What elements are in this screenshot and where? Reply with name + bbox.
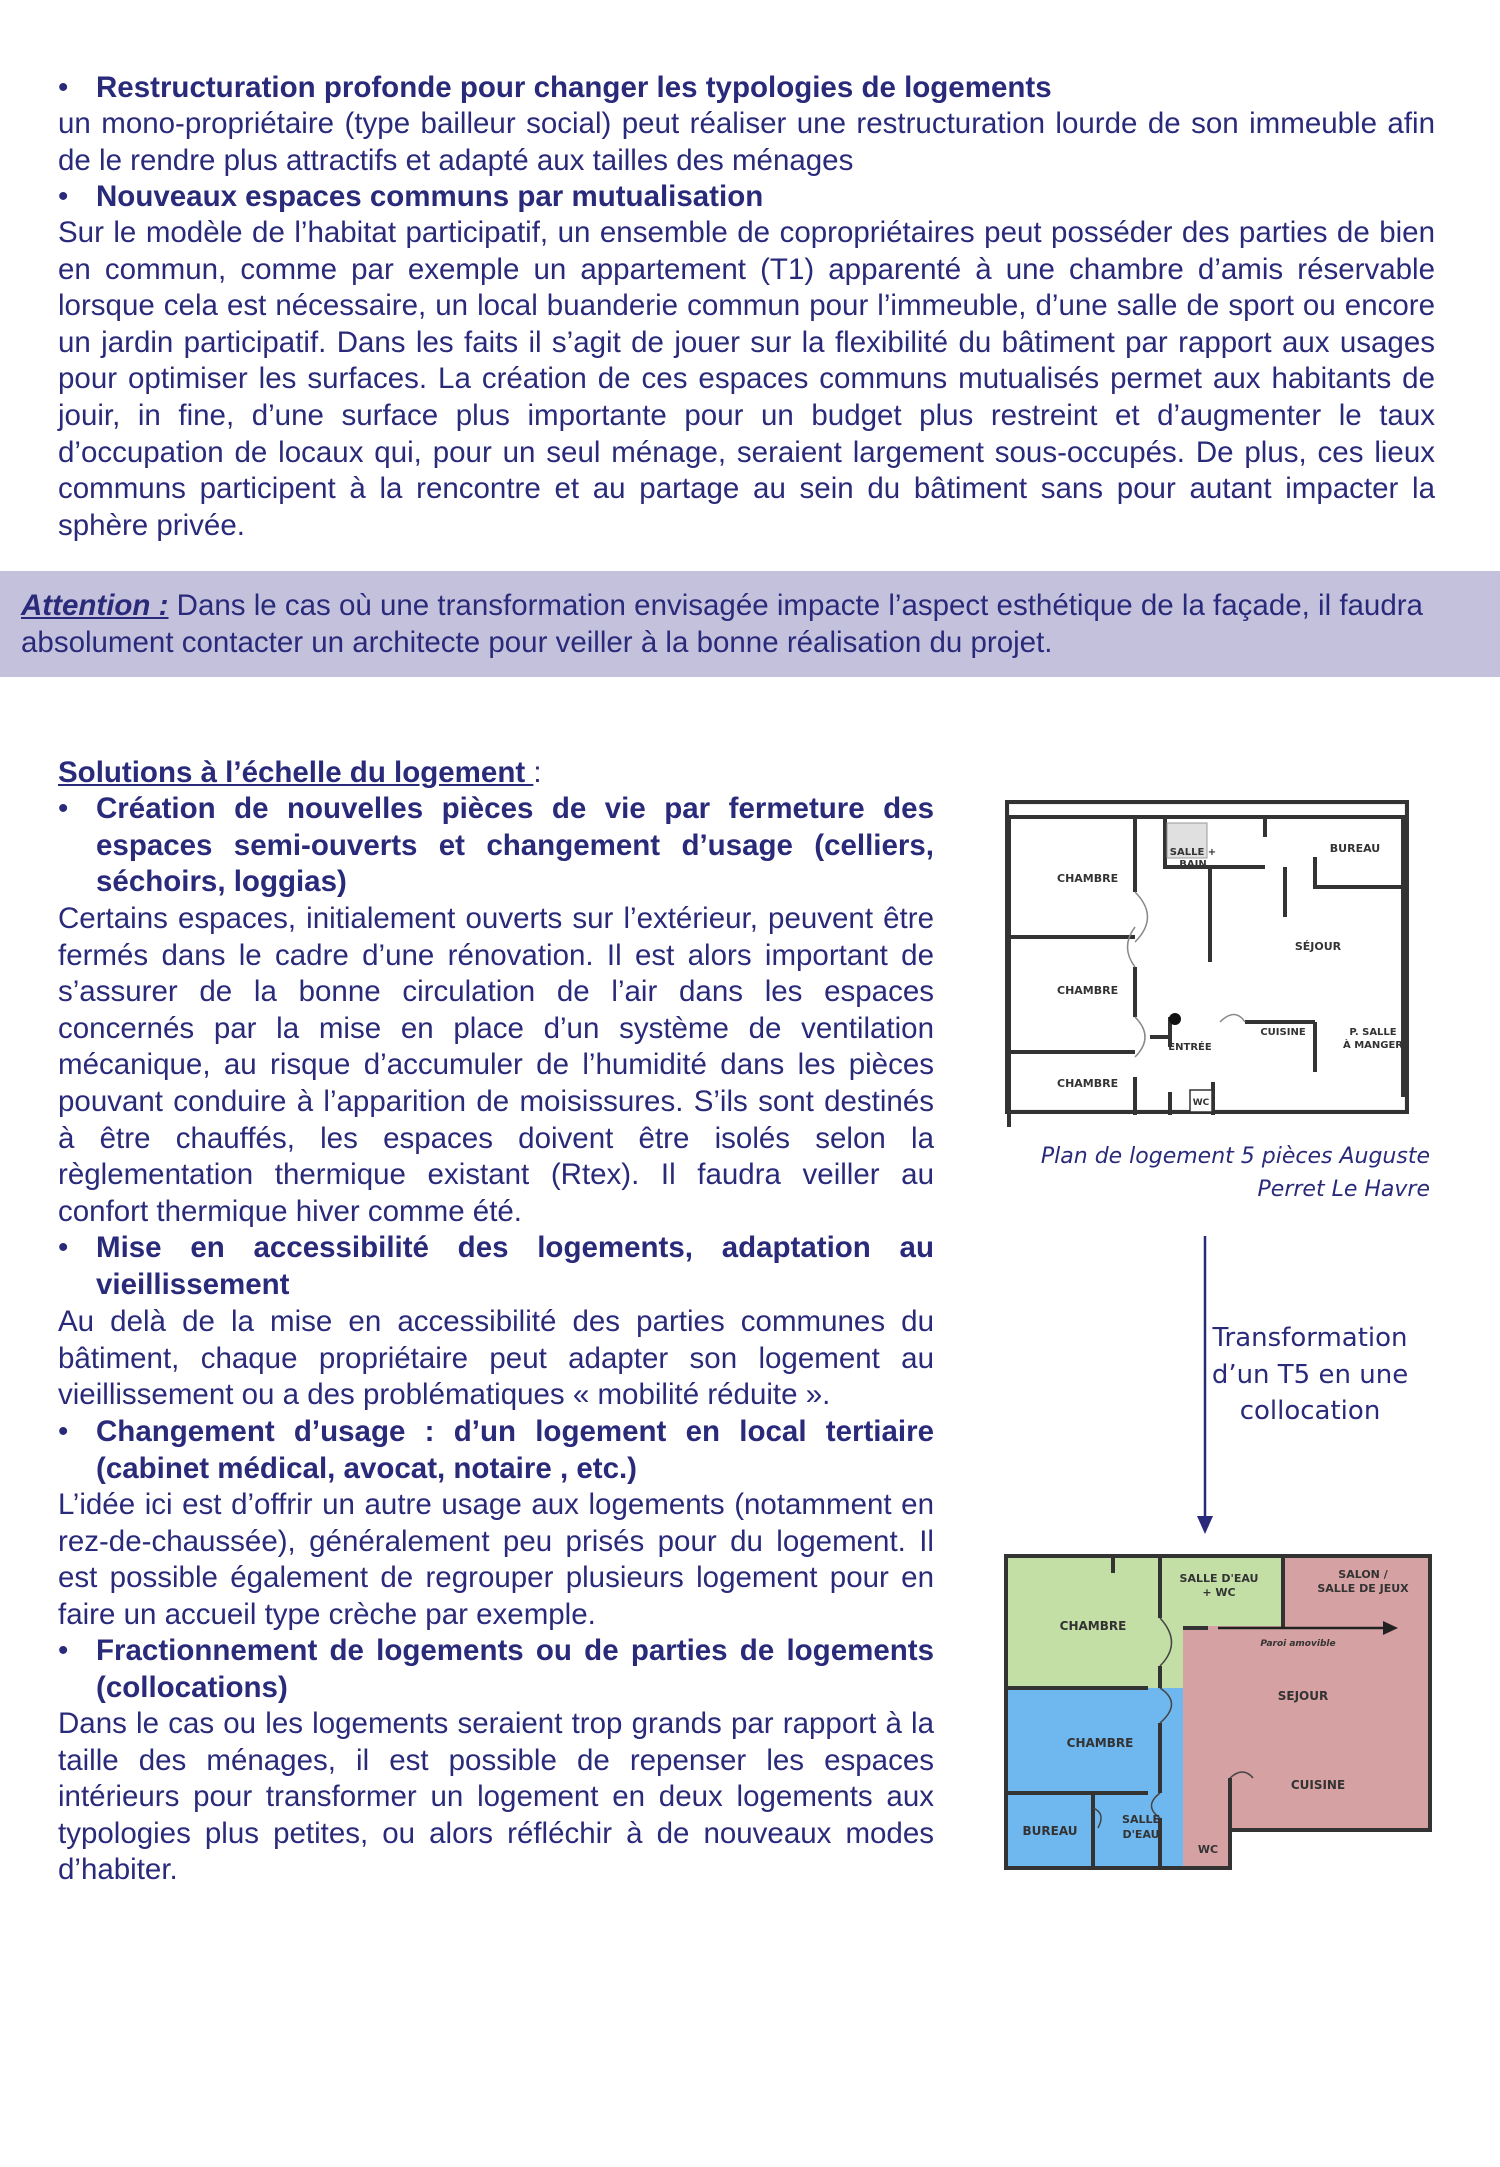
transform-line-2: d’un T5 en une xyxy=(1211,1359,1409,1390)
plan1-label-sejour: SÉJOUR xyxy=(1294,940,1342,953)
bullet-dot: • xyxy=(58,180,69,213)
floor-plan-transformed xyxy=(998,1548,1436,1876)
bullet-dot: • xyxy=(58,792,69,825)
bullet-dot: • xyxy=(58,1415,69,1448)
bullet-dot: • xyxy=(58,1634,69,1667)
plan2-label-chambre-1: CHAMBRE xyxy=(1059,1619,1127,1633)
bullet-title: Nouveaux espaces communs par mutualisation xyxy=(96,180,764,213)
plan1-label-chambre-3: CHAMBRE xyxy=(1057,1077,1119,1090)
plan1-label-p-salle-2: À MANGER xyxy=(1342,1040,1404,1051)
plan2-label-salle-eau-wc-2: + WC xyxy=(1202,1586,1236,1599)
bullet-nouvelles-pieces xyxy=(58,791,934,901)
plan2-label-bureau: BUREAU xyxy=(1022,1824,1078,1838)
plan2-label-wc: WC xyxy=(1197,1843,1219,1856)
plan1-label-wc: WC xyxy=(1192,1098,1210,1108)
plan1-label-salle-bain-1: SALLE + xyxy=(1169,847,1217,858)
floor-plan-original xyxy=(985,797,1425,1127)
plan1-label-chambre-1: CHAMBRE xyxy=(1057,872,1119,885)
plan2-label-cuisine: CUISINE xyxy=(1290,1778,1346,1792)
bullet-dot: • xyxy=(58,71,69,104)
paragraph-accessibilite: Au delà de la mise en accessibilité des parties communes du bâtiment, chaque propriétaire peut adapter son logement au vieillissement ou a des problématiques « mobilité réduite ». xyxy=(58,1305,934,1412)
section-heading-title: Solutions à l’échelle du logement xyxy=(58,756,534,789)
bullet-restructuration xyxy=(58,70,1435,107)
plan2-label-chambre-2: CHAMBRE xyxy=(1066,1736,1134,1750)
plan2-label-paroi: Paroi amovible xyxy=(1260,1639,1336,1649)
section-heading-suffix: : xyxy=(533,756,542,789)
paragraph-restructuration: un mono-propriétaire (type bailleur social) peut réaliser une restructuration lourde de son immeuble afin de le rendre plus attractifs et adapté aux tailles des ménages xyxy=(58,107,1435,177)
bullet-title: Fractionnement de logements ou de parties de logements (collocations) xyxy=(96,1634,934,1704)
attention-text xyxy=(21,588,1483,661)
plan1-label-entree: ENTRÉE xyxy=(1168,1042,1212,1053)
section-heading xyxy=(58,755,542,792)
plan2-label-salon-1: SALON / xyxy=(1338,1568,1388,1581)
plan1-label-p-salle-1: P. SALLE xyxy=(1349,1027,1397,1038)
plan2-label-salon-2: SALLE DE JEUX xyxy=(1317,1582,1409,1595)
bullet-title: Changement d’usage : d’un logement en local tertiaire (cabinet médical, avocat, notaire , etc.) xyxy=(96,1415,934,1485)
plan2-label-salle-eau-2: D'EAU xyxy=(1122,1828,1160,1841)
plan1-label-cuisine: CUISINE xyxy=(1260,1027,1306,1038)
bullet-espaces-communs xyxy=(58,179,1435,216)
bullet-title: Création de nouvelles pièces de vie par fermeture des espaces semi-ouverts et changement d’usage (celliers, séchoirs, loggias) xyxy=(96,792,934,899)
attention-label: Attention : xyxy=(21,589,169,622)
caption-line-1: Plan de logement 5 pièces Auguste xyxy=(1040,1144,1430,1169)
plan2-label-salle-eau-wc-1: SALLE D'EAU xyxy=(1179,1572,1259,1585)
paragraph-fractionnement: Dans le cas ou les logements seraient trop grands par rapport à la taille des ménages, il est possible de repenser les espaces intérieurs pour transformer un logement en deux logements aux typologies plus petites, ou alors réfléchir à de nouveaux modes d’habiter. xyxy=(58,1707,934,1887)
bullet-accessibilite xyxy=(58,1230,934,1303)
attention-banner xyxy=(0,571,1500,677)
plan1-label-bureau: BUREAU xyxy=(1329,842,1381,855)
bullet-fractionnement xyxy=(58,1633,934,1706)
figure-caption xyxy=(985,1140,1430,1206)
caption-line-2: Perret Le Havre xyxy=(1257,1177,1430,1202)
bullet-dot: • xyxy=(58,1231,69,1264)
transform-line-3: collocation xyxy=(1239,1396,1381,1426)
transform-line-1: Transformation xyxy=(1212,1323,1408,1353)
plan1-label-salle-bain-2: BAIN xyxy=(1179,859,1207,870)
plan2-label-salle-eau-1: SALLE xyxy=(1122,1813,1160,1826)
plan2-label-sejour: SEJOUR xyxy=(1277,1689,1329,1703)
bullet-title: Restructuration profonde pour changer les typologies de logements xyxy=(96,71,1052,104)
transformation-note xyxy=(1195,1320,1425,1430)
paragraph-espaces-communs: Sur le modèle de l’habitat participatif, un ensemble de copropriétaires peut posséder des parties de bien en commun, comme par exemple un appartement (T1) apparenté à une chambre d’amis réservable lorsque cela est nécessaire, un local buanderie commun pour l’immeuble, d’une salle de sport ou encore un jardin participatif. Dans les faits il s’agit de jouer sur la flexibilité du bâtiment par rapport aux usages pour optimiser les surfaces. La création de ces espaces communs mutualisés permet aux habitants de jouir, in fine, d’une surface plus importante pour un budget plus restreint et d’augmenter le taux d’occupation de locaux qui, pour un seul ménage, seraient largement sous-occupés. De plus, ces lieux communs participent à la rencontre et au partage au sein du bâtiment sans pour autant impacter la sphère privée. xyxy=(58,216,1435,542)
paragraph-nouvelles-pieces: Certains espaces, initialement ouverts sur l’extérieur, peuvent être fermés dans le cadre d’une rénovation. Il est alors important de s’assurer de la bonne circulation de l’air dans les espaces concernés par la mise en place d’un système de ventilation mécanique, au risque d’accumuler de l’humidité dans les pièces pouvant conduire à l’apparition de moisissures. S’ils sont destinés à être chauffés, les espaces doivent être isolés selon la règlementation thermique existant (Rtex). Il faudra veiller au confort thermique hiver comme été. xyxy=(58,902,934,1228)
bullet-title: Mise en accessibilité des logements, adaptation au vieillissement xyxy=(96,1231,934,1301)
plan1-label-chambre-2: CHAMBRE xyxy=(1057,984,1119,997)
attention-body: Dans le cas où une transformation envisagée impacte l’aspect esthétique de la façade, il faudra absolument contacter un architecte pour veiller à la bonne réalisation du projet. xyxy=(21,589,1423,659)
paragraph-changement-usage: L’idée ici est d’offrir un autre usage aux logements (notamment en rez-de-chaussée), généralement peu prisés pour du logement. Il est possible également de regrouper plusieurs logement pour en faire un accueil type crèche par exemple. xyxy=(58,1488,934,1631)
bullet-changement-usage xyxy=(58,1414,934,1487)
